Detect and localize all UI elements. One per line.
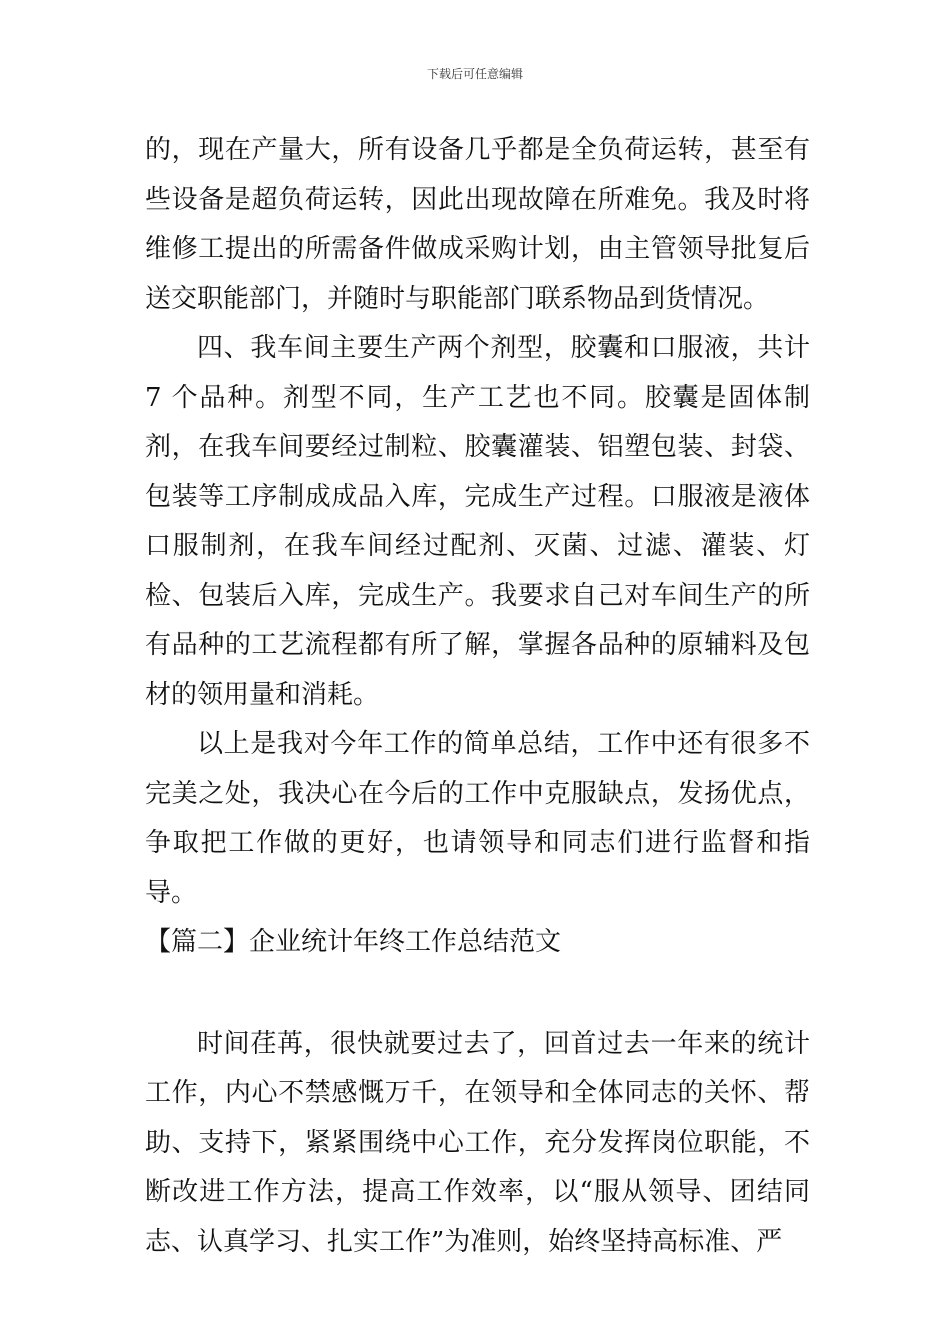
paragraph-summary-conclusion: 以上是我对今年工作的简单总结，工作中还有很多不完美之处，我决心在今后的工作中克服缺点，发扬优点，争取把工作做的更好，也请领导和同志们进行监督和指导。: [145, 729, 810, 908]
paragraph-production-dosage-forms: 四、我车间主要生产两个剂型，胶囊和口服液，共计 7 个品种。剂型不同，生产工艺也不同。胶囊是固体制剂，在我车间要经过制粒、胶囊灌装、铝塑包装、封袋、包装等工序制成成品入库，完成生产过程。口服液是液体口服制剂，在我车间经过配剂、灭菌、过滤、灌装、灯检、包装后入库，完成生产。我要求自己对车间生产的所有品种的工艺流程都有所了解，掌握各品种的原辅料及包材的领用量和消耗。: [145, 333, 810, 710]
paragraph-equipment-maintenance: 的，现在产量大，所有设备几乎都是全负荷运转，甚至有些设备是超负荷运转，因此出现故障在所难免。我及时将维修工提出的所需备件做成采购计划，由主管领导批复后送交职能部门，并随时与职能部门联系物品到货情况。: [145, 135, 810, 314]
document-body: [145, 126, 810, 1267]
page-header: 下载后可任意编辑: [426, 67, 523, 81]
section-spacer: [145, 968, 810, 1020]
paragraph-statistics-work: 时间荏苒，很快就要过去了，回首过去一年来的统计工作，内心不禁感慨万千，在领导和全体同志的关怀、帮助、支持下，紧紧围绕中心工作，充分发挥岗位职能，不断改进工作方法，提高工作效率，以“服从领导、团结同志、认真学习、扎实工作”为准则，始终坚持高标准、严: [145, 1028, 810, 1257]
section-heading: 【篇二】企业统计年终工作总结范文: [145, 927, 562, 957]
